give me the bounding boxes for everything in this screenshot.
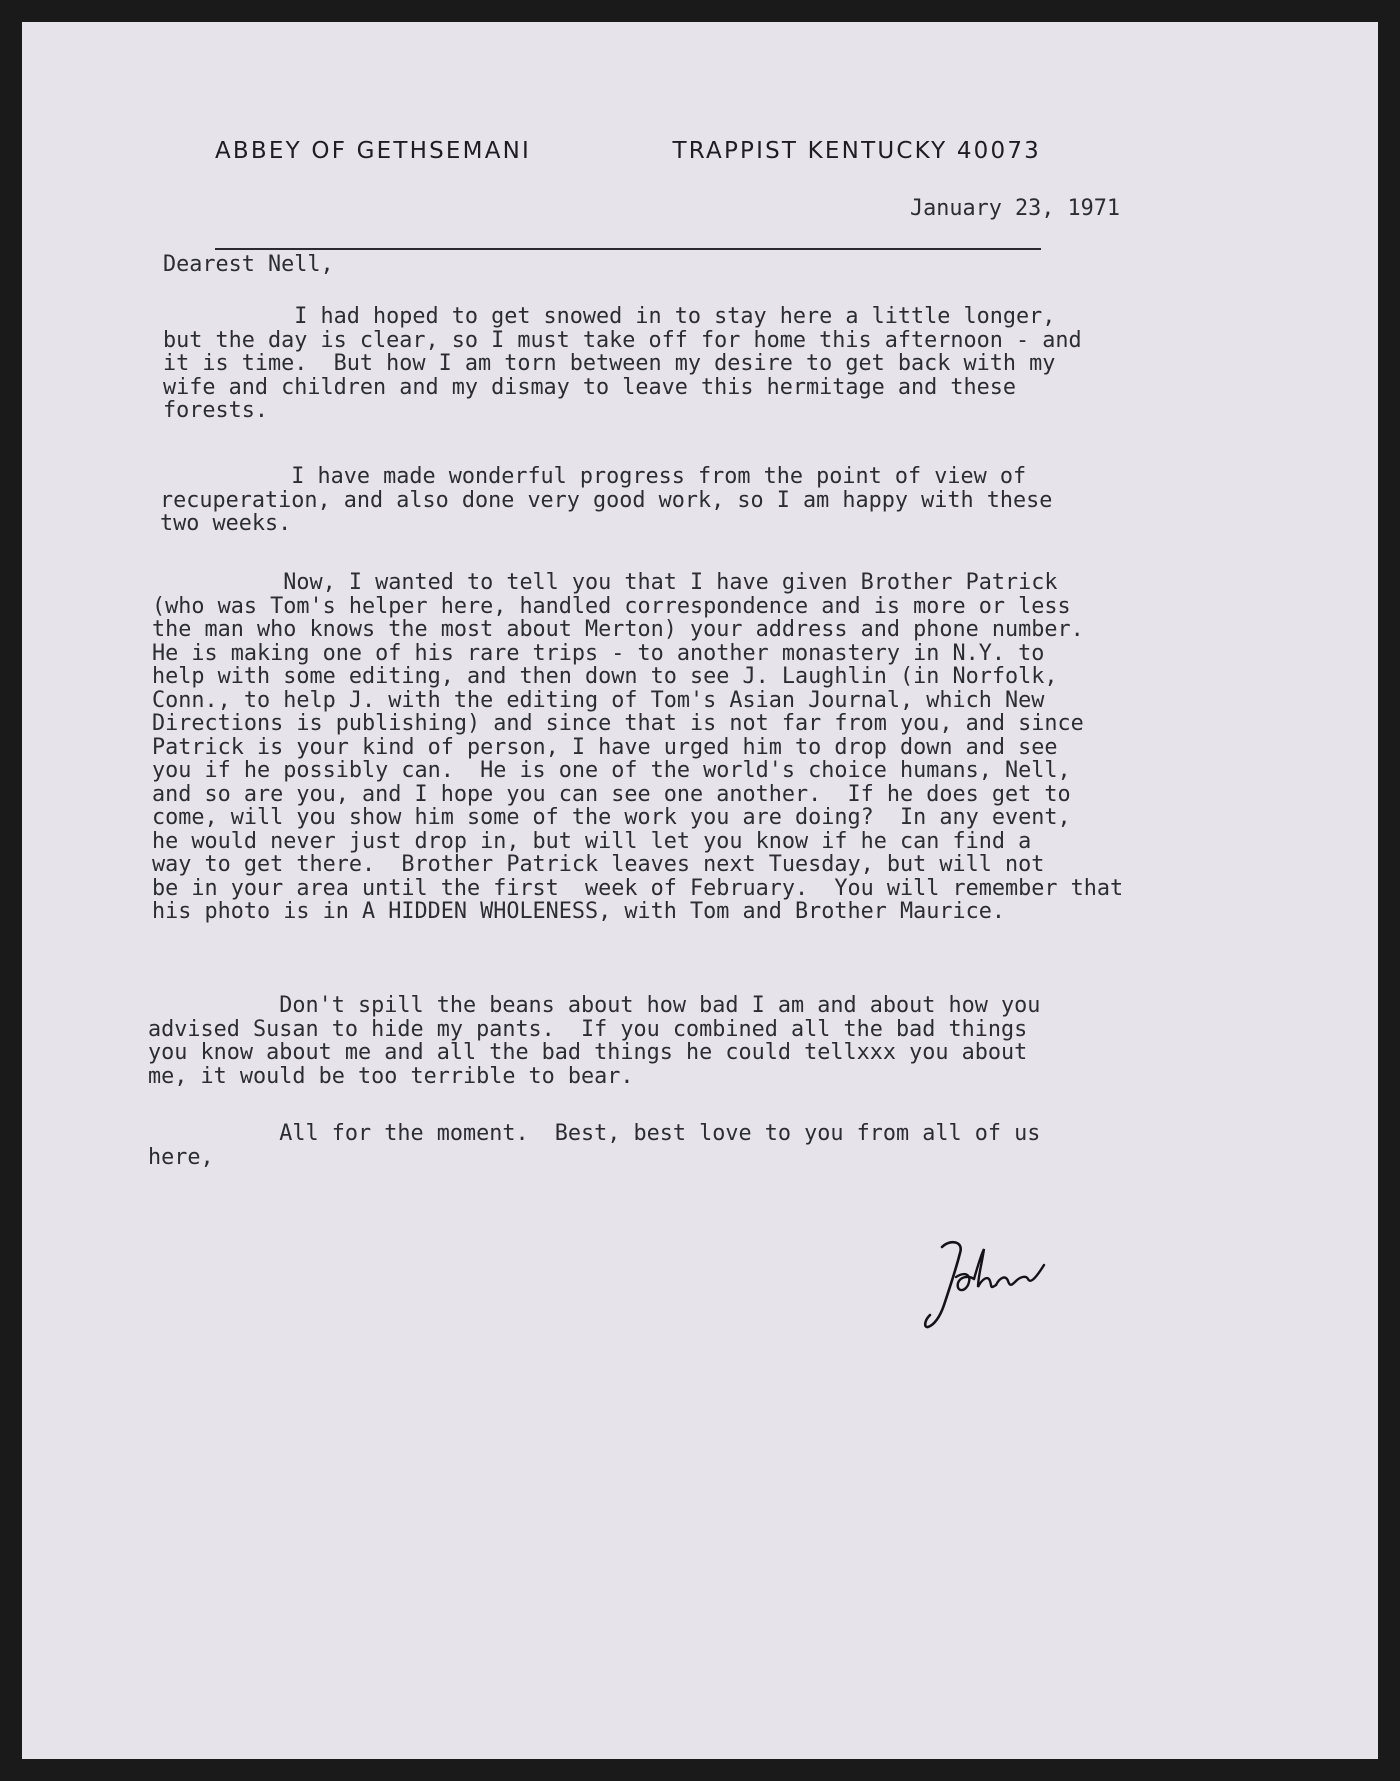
letterhead-location: TRAPPIST KENTUCKY 40073 (672, 138, 1041, 164)
letterhead (215, 138, 1041, 250)
paragraph-departure: I had hoped to get snowed in to stay here a little longer, but the day is clear, so I must take off for home this afternoon - and it is time. But how I am torn between my desire to get back with my wife and children and my dismay to leave this hermitage and these forests. (163, 304, 1082, 423)
handwritten-signature (920, 1235, 1060, 1335)
paragraph-spill-the-beans: Don't spill the beans about how bad I am and about how you advised Susan to hide my pants. If you combined all the bad things you know about me and all the bad things he could tellxxx you about me, it would be too terrible to bear. (148, 993, 1041, 1089)
paragraph-brother-patrick: Now, I wanted to tell you that I have given Brother Patrick (who was Tom's helper here, handled correspondence and is more or less the man who knows the most about Merton) your address and phone number. He is making one of his rare trips - to another monastery in N.Y. to help with some editing, and then down to see J. Laughlin (in Norfolk, Conn., to help J. with the editing of Tom's Asian Journal, which New Directions is publishing) and since that is not far from you, and since Patrick is your kind of person, I have urged him to drop down and see you if he possibly can. He is one of the world's choice humans, Nell, and so are you, and I hope you can see one another. If he does get to come, will you show him some of the work you are doing? In any event, he would never just drop in, but will let you know if he can find a way to get there. Brother Patrick leaves next Tuesday, but will not be in your area until the first week of February. You will remember that his photo is in A HIDDEN WHOLENESS, with Tom and Brother Maurice. (152, 570, 1124, 924)
salutation: Dearest Nell, (163, 252, 334, 277)
letter-date: January 23, 1971 (910, 196, 1120, 221)
paragraph-recuperation: I have made wonderful progress from the point of view of recuperation, and also done very good work, so I am happy with these two weeks. (160, 464, 1053, 536)
paragraph-closing: All for the moment. Best, best love to you from all of us here, (148, 1121, 1041, 1170)
letterhead-name: ABBEY OF GETHSEMANI (215, 138, 532, 164)
